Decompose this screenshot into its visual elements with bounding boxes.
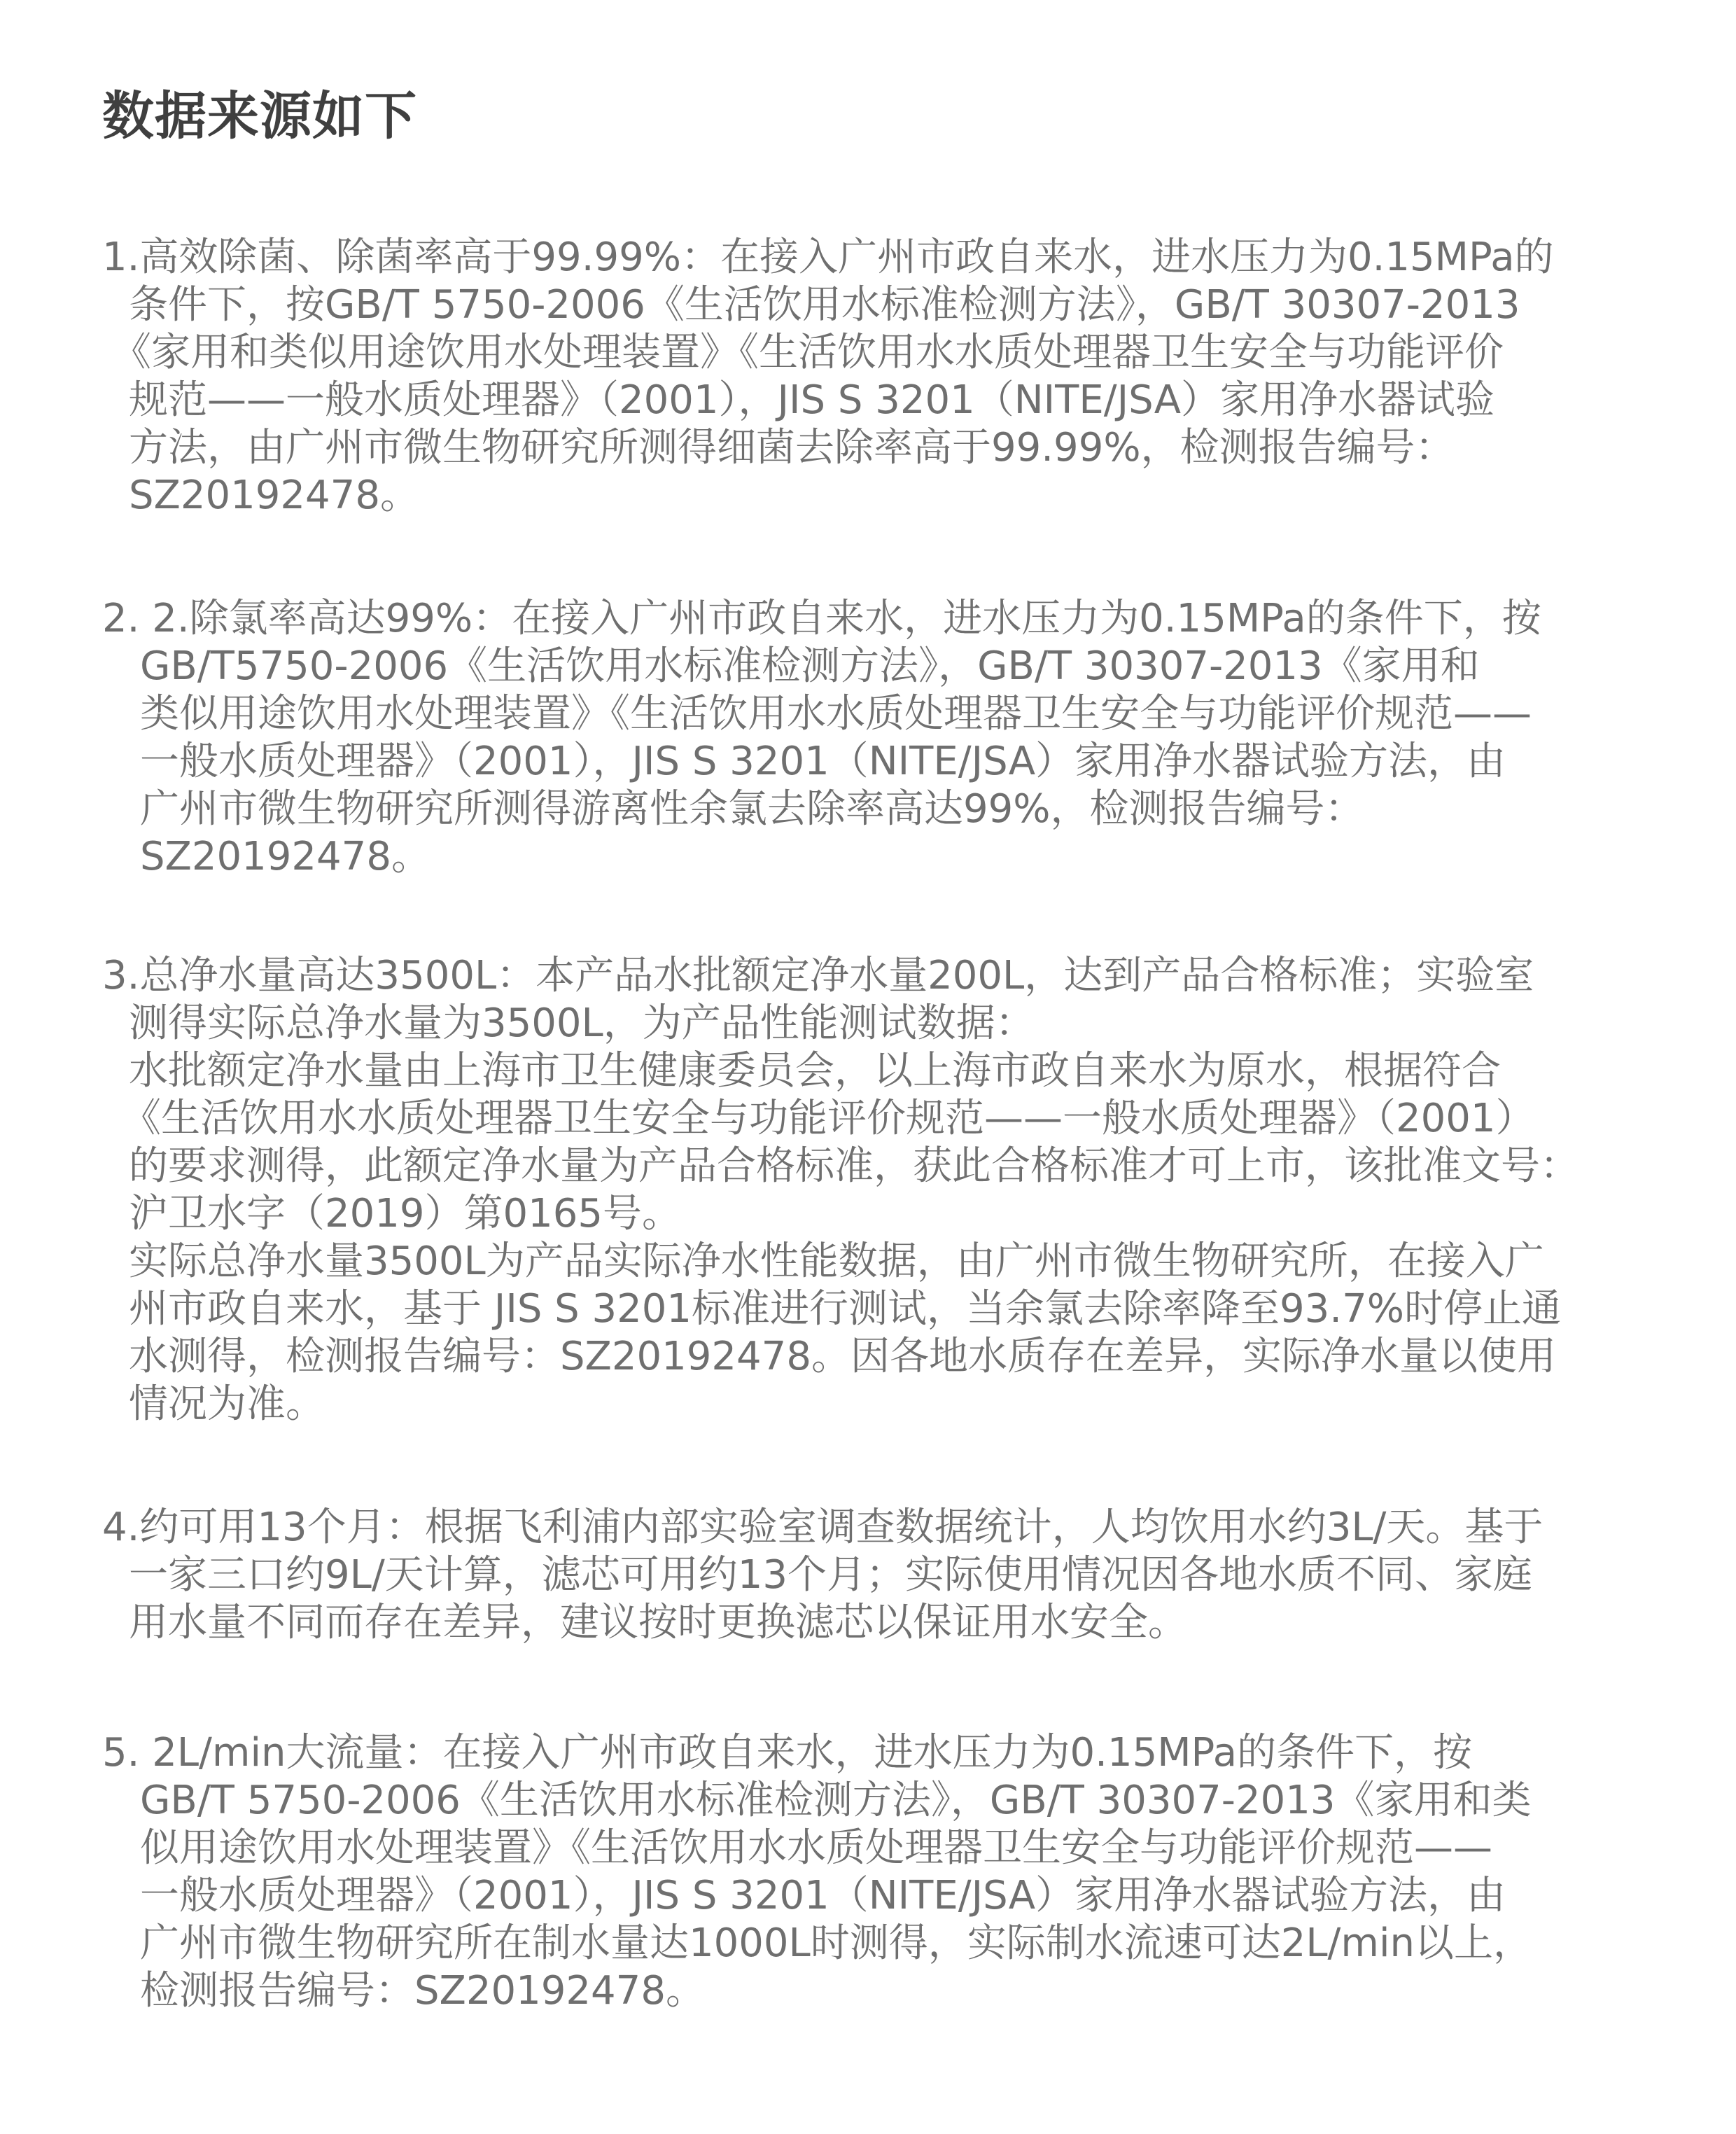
note-line: 4.约可用13个月：根据飞利浦内部实验室调查数据统计，人均饮用水约3L/天。基于 <box>102 1505 1544 1550</box>
note-line: 规范——一般水质处理器》（2001），JIS S 3201（NITE/JSA）家用净水器试验 <box>129 377 1495 423</box>
note-line: 似用途饮用水处理装置》《生活饮用水水质处理器卫生安全与功能评价规范—— <box>140 1825 1492 1871</box>
note-line: SZ20192478。 <box>129 473 419 518</box>
note-line: 3.总净水量高达3500L：本产品水批额定净水量200L，达到产品合格标准；实验室 <box>102 953 1534 998</box>
note-line: 的要求测得，此额定净水量为产品合格标准，获此合格标准才可上市，该批准文号： <box>129 1143 1579 1189</box>
note-line: 2. 2.除氯率高达99%：在接入广州市政自来水，进水压力为0.15MPa的条件下，按 <box>102 596 1541 641</box>
note-line: 一般水质处理器》（2001），JIS S 3201（NITE/JSA）家用净水器试验方法，由 <box>140 1873 1506 1918</box>
note-line: GB/T5750-2006《生活饮用水标准检测方法》，GB/T 30307-2013《家用和 <box>140 643 1480 689</box>
note-line: 测得实际总净水量为3500L，为产品性能测试数据： <box>129 1000 1035 1046</box>
note-line: 一家三口约9L/天计算，滤芯可用约13个月；实际使用情况因各地水质不同、家庭 <box>129 1552 1532 1598</box>
note-line: SZ20192478。 <box>140 834 430 879</box>
note-line: GB/T 5750-2006《生活饮用水标准检测方法》，GB/T 30307-2013《家用和类 <box>140 1778 1532 1823</box>
note-line: 广州市微生物研究所测得游离性余氯去除率高达99%，检测报告编号： <box>140 786 1364 832</box>
note-line: 方法，由广州市微生物研究所测得细菌去除率高于99.99%，检测报告编号： <box>129 425 1455 470</box>
note-line: 1.高效除菌、除菌率高于99.99%：在接入广州市政自来水，进水压力为0.15MPa的 <box>102 235 1554 280</box>
note-line: 沪卫水字（2019）第0165号。 <box>129 1191 682 1236</box>
note-line: 广州市微生物研究所在制水量达1000L时测得，实际制水流速可达2L/min以上， <box>140 1920 1533 1966</box>
page-title: 数据来源如下 <box>102 86 417 146</box>
note-line: 《生活饮用水水质处理器卫生安全与功能评价规范——一般水质处理器》（2001） <box>122 1096 1535 1141</box>
note-line: 类似用途饮用水处理装置》《生活饮用水水质处理器卫生安全与功能评价规范—— <box>140 691 1532 737</box>
note-line: 检测报告编号：SZ20192478。 <box>140 1968 705 2014</box>
note-line: 用水量不同而存在差异，建议按时更换滤芯以保证用水安全。 <box>129 1600 1187 1645</box>
note-line: 条件下，按GB/T 5750-2006《生活饮用水标准检测方法》，GB/T 30307-2013 <box>129 282 1520 328</box>
note-line: 州市政自来水，基于 JIS S 3201标准进行测试，当余氯去除率降至93.7%时停止通 <box>129 1286 1561 1332</box>
note-line: 5. 2L/min大流量：在接入广州市政自来水，进水压力为0.15MPa的条件下，按 <box>102 1730 1473 1776</box>
note-line: 水批额定净水量由上海市卫生健康委员会，以上海市政自来水为原水，根据符合 <box>129 1048 1501 1094</box>
note-line: 情况为准。 <box>129 1381 325 1427</box>
note-line: 水测得，检测报告编号：SZ20192478。因各地水质存在差异，实际净水量以使用 <box>129 1334 1556 1379</box>
note-line: 一般水质处理器》（2001），JIS S 3201（NITE/JSA）家用净水器试验方法，由 <box>140 739 1506 784</box>
note-line: 实际总净水量3500L为产品实际净水性能数据，由广州市微生物研究所，在接入广 <box>129 1239 1544 1284</box>
note-line: 《家用和类似用途饮用水处理装置》《生活饮用水水质处理器卫生安全与功能评价 <box>112 330 1504 375</box>
